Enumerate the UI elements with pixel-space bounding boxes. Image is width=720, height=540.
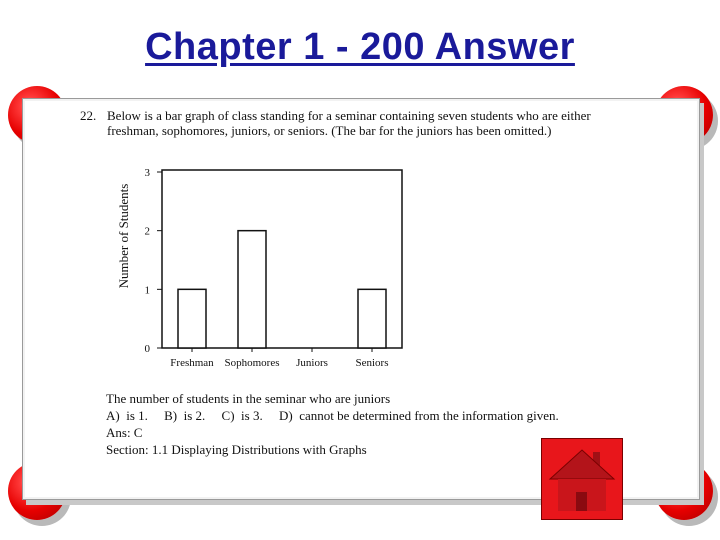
y-tick-label: 3 [144,167,150,179]
answer-section: Section: 1.1 Displaying Distributions with Graphs [106,442,367,457]
chart-plot-area [145,167,403,369]
home-button[interactable] [541,438,623,520]
y-tick-label: 0 [144,343,150,355]
home-icon [542,439,622,519]
answer-choices: A) is 1. B) is 2. C) is 3. D) cannot be determined from the information given. [106,408,559,423]
answer-block [106,390,559,458]
answer-prompt: The number of students in the seminar who are juniors [106,391,391,406]
x-tick-label: Sophomores [224,357,280,369]
y-tick-label: 2 [144,225,150,238]
x-tick-label: Freshman [170,357,214,369]
slide-title: Chapter 1 - 200 Answer [145,26,575,68]
bar-seniors [358,289,386,348]
answer-key: Ans: C [106,425,143,440]
bar-chart [105,160,415,375]
bar-freshman [178,289,206,348]
bar-sophomores [238,231,266,348]
y-tick-label: 1 [144,284,150,297]
question-text: Below is a bar graph of class standing for a seminar containing seven students who are either freshman, sophomores, juniors, or seniors. (The bar for the juniors has been omitted.) [107,108,591,138]
question-number: 22. [80,108,97,123]
x-tick-label: Juniors [296,357,328,369]
x-tick-label: Seniors [355,357,389,369]
y-axis-label: Number of Students [116,183,131,289]
